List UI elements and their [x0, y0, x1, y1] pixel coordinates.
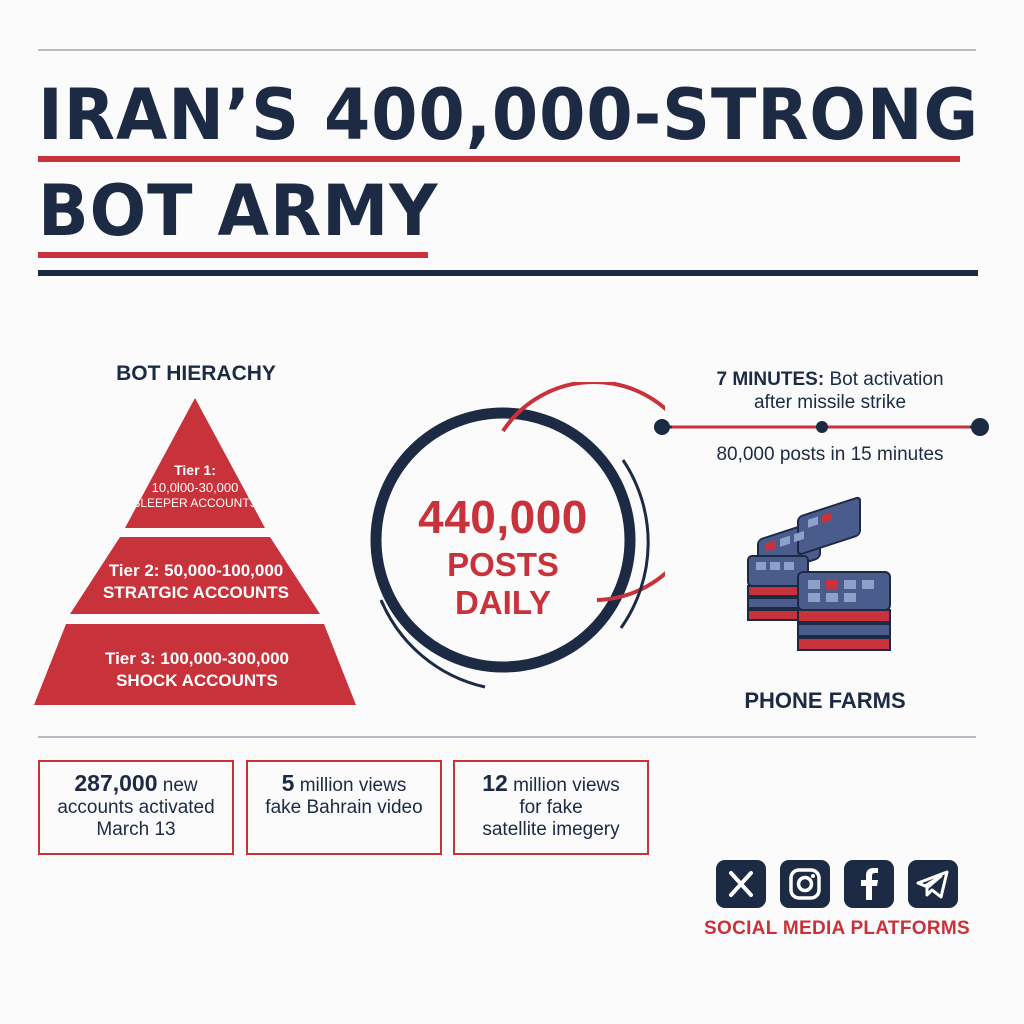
social-media-label: SOCIAL MEDIA PLATFORMS — [704, 918, 970, 939]
tier-1-line2: 10,0l00-30,000 — [151, 479, 239, 495]
stat-3-number: 12 — [482, 770, 508, 796]
title-underline-navy — [38, 270, 978, 276]
stat-box-satellite-imagery — [453, 760, 649, 855]
tier-2-line2: STRATGIC ACCOUNTS — [102, 583, 290, 602]
stat-1-text1: new — [157, 775, 198, 796]
phone-farm-icon — [738, 490, 908, 670]
instagram-glyph — [780, 860, 830, 908]
posts-daily-number: 440,000 — [418, 491, 588, 543]
facebook-glyph — [844, 860, 894, 908]
tier-3-line1: Tier 3: 100,000-300,000 — [105, 649, 289, 668]
posts-label-line1: POSTS — [447, 546, 559, 583]
timeline-heading-rest: Bot activation — [824, 369, 944, 390]
timeline-bar — [650, 412, 996, 442]
page-title-line2: BOT ARMY — [38, 170, 439, 252]
posts-label-line2: DAILY — [455, 584, 551, 621]
top-divider — [38, 49, 976, 51]
stat-box-new-accounts — [38, 760, 234, 855]
stat-3-text1: million views — [507, 775, 620, 796]
middle-divider — [38, 736, 976, 738]
tier-1-line1: Tier 1: — [174, 462, 216, 478]
title-underline-red-1 — [38, 156, 960, 162]
stat-box-bahrain-video — [246, 760, 442, 855]
instagram-icon[interactable] — [780, 860, 830, 908]
stat-3-text3: satellite imegery — [482, 819, 620, 840]
timeline-heading-bold: 7 MINUTES: — [716, 369, 825, 390]
x-glyph — [716, 860, 766, 908]
tier-1-line3: SLEEPER ACCOUNTS — [132, 495, 258, 510]
hierarchy-title: BOT HIERACHY — [116, 362, 276, 385]
phone-farms-label: PHONE FARMS — [744, 688, 906, 713]
title-underline-red-2 — [38, 252, 428, 258]
tier-3-label — [60, 648, 334, 692]
stat-1-number: 287,000 — [74, 770, 158, 796]
stat-2-text1: million views — [294, 775, 407, 796]
tier-3-line2: SHOCK ACCOUNTS — [116, 671, 278, 690]
stat-3-text2: for fake — [519, 797, 583, 818]
timeline-dot-start — [654, 419, 670, 435]
timeline-heading — [660, 368, 1000, 414]
timeline-dot-mid — [816, 421, 828, 433]
tier-1-label — [116, 462, 274, 511]
tier-2-label — [84, 560, 308, 604]
tier-2-line1: Tier 2: 50,000-100,000 — [108, 561, 284, 580]
posts-daily-label — [398, 546, 608, 622]
x-icon[interactable] — [716, 860, 766, 908]
telegram-glyph — [908, 860, 958, 908]
stat-2-text2: fake Bahrain video — [265, 797, 423, 818]
page-title-line1: IRAN’S 400,000-STRONG — [38, 74, 980, 156]
facebook-icon[interactable] — [844, 860, 894, 908]
timeline-heading-line2: after missile strike — [753, 392, 907, 413]
telegram-icon[interactable] — [908, 860, 958, 908]
timeline-footer: 80,000 posts in 15 minutes — [716, 444, 944, 465]
phone-stack-front — [798, 572, 890, 650]
stat-1-text2: accounts activated — [57, 797, 215, 818]
timeline-dot-end — [971, 418, 989, 436]
stat-1-text3: March 13 — [96, 819, 176, 840]
stat-2-number: 5 — [281, 770, 295, 796]
